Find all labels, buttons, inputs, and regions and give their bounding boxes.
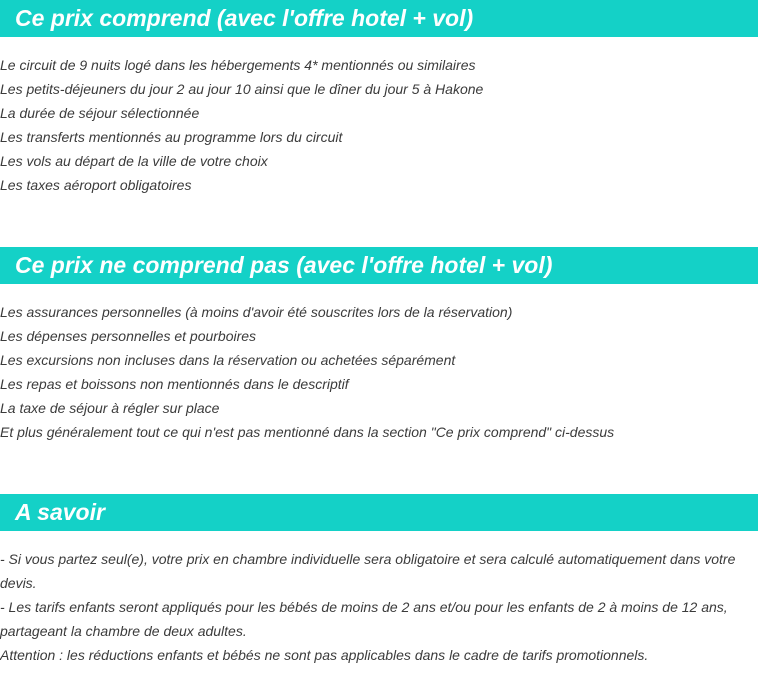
list-item: Les petits-déjeuners du jour 2 au jour 10 ainsi que le dîner du jour 5 à Hakone xyxy=(0,81,484,97)
info-body xyxy=(0,547,758,667)
includes-list xyxy=(0,53,758,197)
includes-section xyxy=(0,0,758,197)
includes-title: Ce prix comprend (avec l'offre hotel + vol) xyxy=(0,0,758,37)
list-item: Les transferts mentionnés au programme lors du circuit xyxy=(0,129,343,145)
list-item: La durée de séjour sélectionnée xyxy=(0,105,200,121)
list-item: La taxe de séjour à régler sur place xyxy=(0,400,220,416)
list-item: Les vols au départ de la ville de votre choix xyxy=(0,153,268,169)
list-item: Les assurances personnelles (à moins d'avoir été souscrites lors de la réservation) xyxy=(0,304,513,320)
excludes-list xyxy=(0,300,758,444)
excludes-section xyxy=(0,247,758,444)
list-item: Les taxes aéroport obligatoires xyxy=(0,177,192,193)
list-item: Et plus généralement tout ce qui n'est pas mentionné dans la section "Ce prix comprend" ci-dessus xyxy=(0,424,615,440)
list-item: Les dépenses personnelles et pourboires xyxy=(0,328,257,344)
info-section xyxy=(0,494,758,667)
list-item: Les excursions non incluses dans la réservation ou achetées séparément xyxy=(0,352,456,368)
excludes-title: Ce prix ne comprend pas (avec l'offre hotel + vol) xyxy=(0,247,758,284)
list-item: Les repas et boissons non mentionnés dans le descriptif xyxy=(0,376,349,392)
info-paragraph: - Si vous partez seul(e), votre prix en chambre individuelle sera obligatoire et sera calculé automatiquement dans votre devis. xyxy=(0,551,736,591)
list-item: Le circuit de 9 nuits logé dans les hébergements 4* mentionnés ou similaires xyxy=(0,57,476,73)
info-paragraph: Attention : les réductions enfants et bébés ne sont pas applicables dans le cadre de tarifs promotionnels. xyxy=(0,647,649,663)
info-title: A savoir xyxy=(0,494,758,531)
info-paragraph: - Les tarifs enfants seront appliqués pour les bébés de moins de 2 ans et/ou pour les enfants de 2 à moins de 12 ans, partageant la chambre de deux adultes. xyxy=(0,599,728,639)
